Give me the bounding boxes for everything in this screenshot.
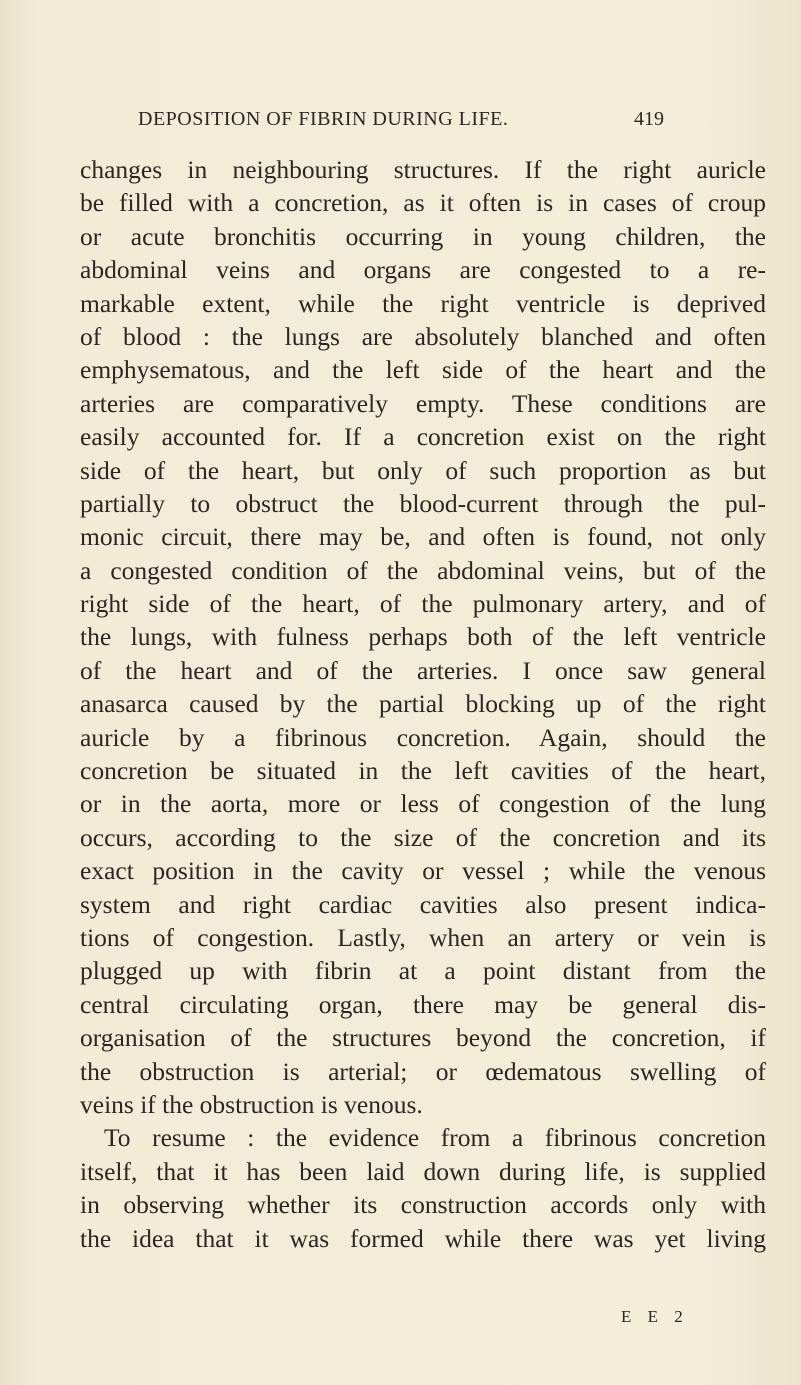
signature-mark: E E 2 bbox=[621, 1307, 689, 1326]
text-line: easily accounted for. If a concretion exist on the right bbox=[80, 422, 766, 452]
text-line: veins if the obstruction is venous. bbox=[80, 1089, 423, 1119]
text-line: tions of congestion. Lastly, when an artery or vein is bbox=[80, 922, 766, 952]
text-line: anasarca caused by the partial blocking up of the right bbox=[80, 689, 766, 719]
text-line: the lungs, with fulness perhaps both of the left ventricle bbox=[80, 622, 766, 652]
text-line: the obstruction is arterial; or œdematous swelling of bbox=[80, 1056, 766, 1086]
text-line: or in the aorta, more or less of congestion of the lung bbox=[80, 789, 766, 819]
text-line: monic circuit, there may be, and often is found, not only bbox=[80, 522, 766, 552]
text-line: abdominal veins and organs are congested to a re- bbox=[80, 255, 766, 285]
page-number: 419 bbox=[634, 108, 664, 130]
text-line: organisation of the structures beyond the concretion, if bbox=[80, 1023, 766, 1053]
running-head bbox=[138, 108, 664, 138]
text-line: occurs, according to the size of the concretion and its bbox=[80, 822, 766, 852]
text-line: concretion be situated in the left cavities of the heart, bbox=[80, 756, 766, 786]
text-line: be filled with a concretion, as it often is in cases of croup bbox=[80, 188, 766, 218]
text-line: side of the heart, but only of such proportion as but bbox=[80, 455, 766, 485]
text-line: a congested condition of the abdominal veins, but of the bbox=[80, 555, 766, 585]
text-line: exact position in the cavity or vessel ; while the venous bbox=[80, 856, 766, 886]
text-line: changes in neighbouring structures. If the right auricle bbox=[80, 155, 766, 184]
text-line: markable extent, while the right ventricle is deprived bbox=[80, 288, 766, 318]
text-line: of the heart and of the arteries. I once saw general bbox=[80, 655, 766, 685]
text-line: emphysematous, and the left side of the heart and the bbox=[80, 355, 766, 385]
text-line: To resume : the evidence from a fibrinous concretion bbox=[104, 1123, 766, 1153]
text-line: system and right cardiac cavities also present indica- bbox=[80, 889, 766, 919]
text-line: in observing whether its construction accords only with bbox=[80, 1190, 766, 1220]
text-line: of blood : the lungs are absolutely blanched and often bbox=[80, 321, 766, 351]
text-line: central circulating organ, there may be general dis- bbox=[80, 989, 766, 1019]
text-line: auricle by a fibrinous concretion. Again, should the bbox=[80, 722, 766, 752]
text-line: plugged up with fibrin at a point distant from the bbox=[80, 956, 766, 986]
text-line: partially to obstruct the blood-current through the pul- bbox=[80, 488, 766, 518]
text-line: arteries are comparatively empty. These conditions are bbox=[80, 388, 766, 418]
text-line: right side of the heart, of the pulmonary artery, and of bbox=[80, 589, 766, 619]
text-line: itself, that it has been laid down during life, is supplied bbox=[80, 1156, 766, 1186]
text-line: the idea that it was formed while there was yet living bbox=[80, 1223, 766, 1253]
running-title: DEPOSITION OF FIBRIN DURING LIFE. bbox=[138, 108, 509, 130]
text-line: or acute bronchitis occurring in young children, the bbox=[80, 221, 766, 251]
body-text bbox=[80, 153, 766, 1255]
